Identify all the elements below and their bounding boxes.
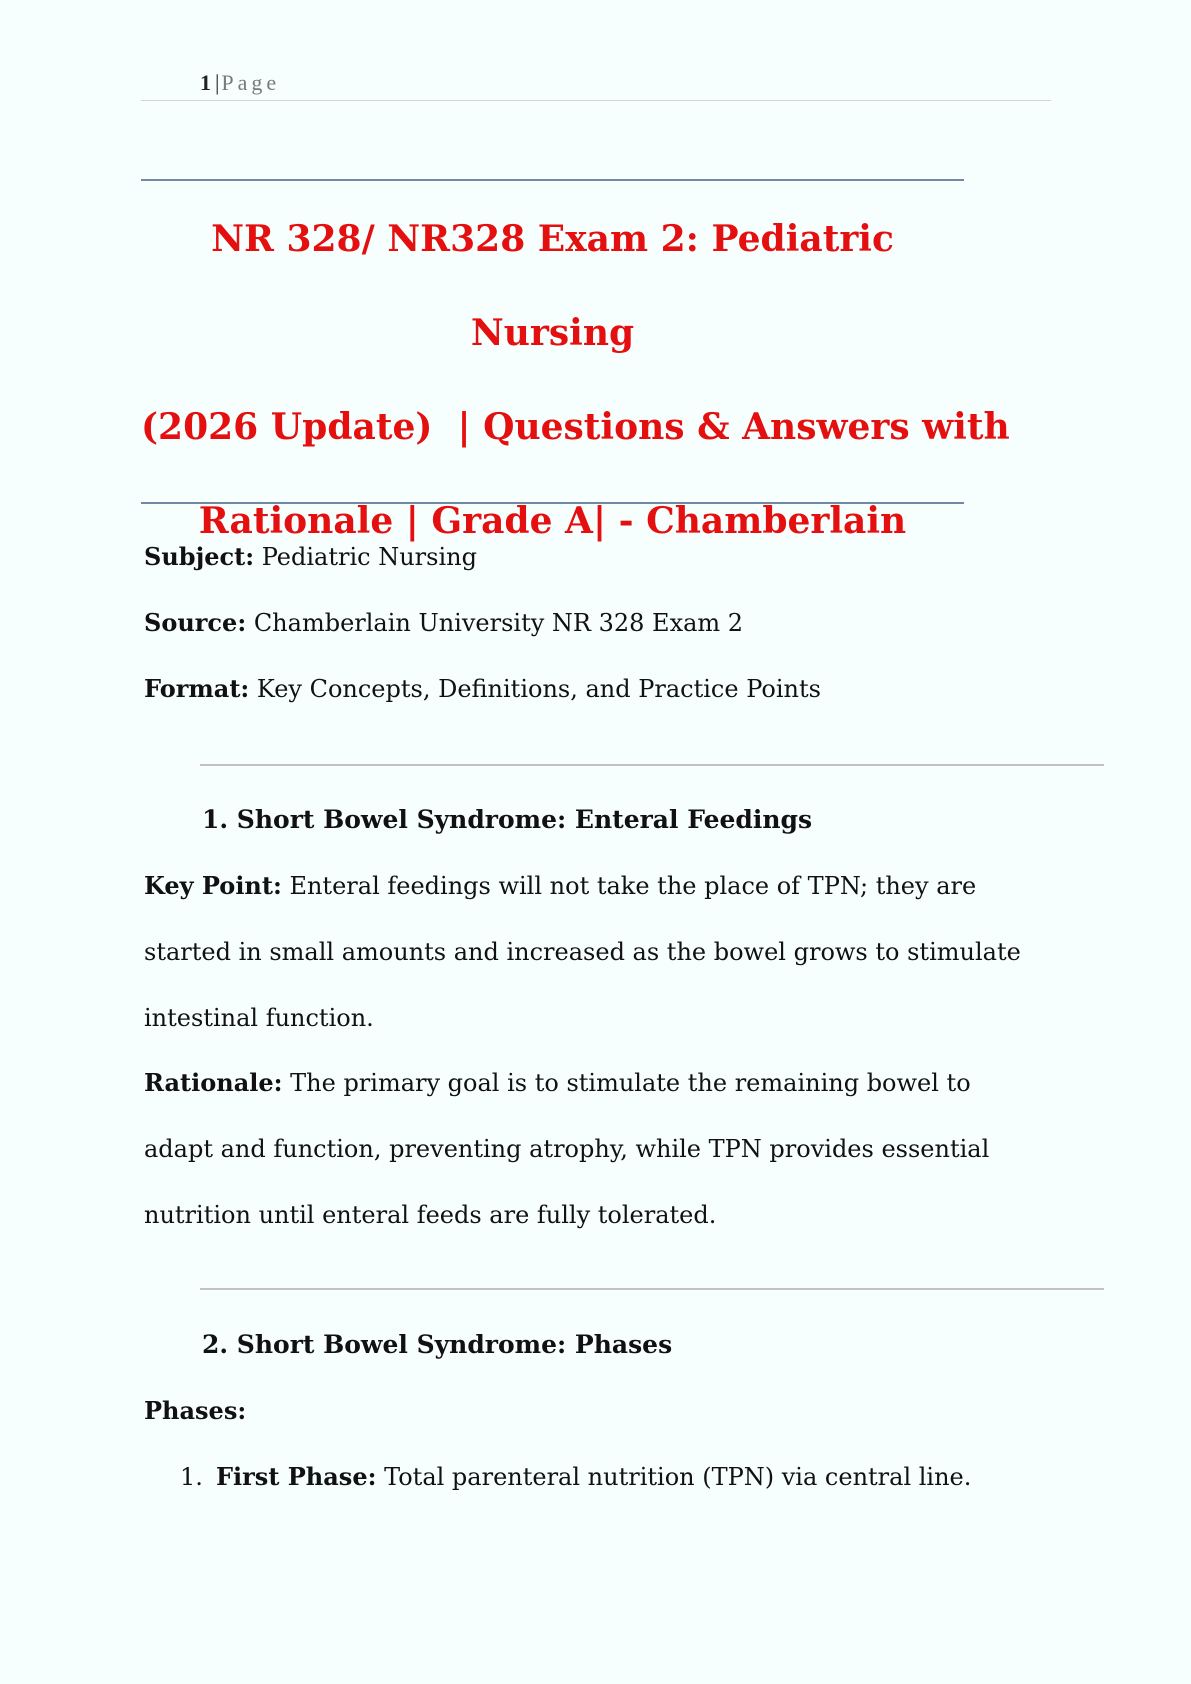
section-divider: [200, 1288, 1104, 1290]
format-value: Key Concepts, Definitions, and Practice Points: [249, 675, 821, 703]
list-item: [180, 1462, 971, 1492]
key-point-text: Enteral feedings will not take the place of TPN; they are started in small amounts and increased as the bowel grows to stimulate intestinal function.: [144, 872, 1021, 1032]
source-value: Chamberlain University NR 328 Exam 2: [246, 609, 744, 637]
rationale-paragraph: [144, 1050, 1044, 1248]
page-label: Page: [221, 70, 281, 95]
format-label: Format:: [144, 674, 250, 703]
title-line-3: Rationale | Grade A| - Chamberlain: [198, 500, 907, 542]
list-item-text: Total parenteral nutrition (TPN) via central line.: [376, 1463, 972, 1491]
section-heading-2: 2. Short Bowel Syndrome: Phases: [202, 1330, 673, 1359]
title-line-2: (2026 Update) | Questions & Answers with: [141, 406, 1010, 448]
page-separator: |: [215, 70, 220, 95]
phases-label: Phases:: [144, 1396, 247, 1425]
header-divider: [141, 100, 1051, 101]
title-line-1: NR 328/ NR328 Exam 2: Pediatric Nursing: [211, 218, 894, 354]
title-bottom-rule: [141, 502, 964, 504]
document-title: [141, 192, 1010, 568]
rationale-text: The primary goal is to stimulate the remaining bowel to adapt and function, preventing atrophy, while TPN provides essential nutrition until enteral feeds are fully tolerated.: [144, 1069, 990, 1229]
source-line: [144, 608, 743, 638]
list-item-label: First Phase:: [216, 1462, 377, 1491]
subject-line: [144, 542, 477, 572]
title-top-rule: [141, 179, 964, 181]
key-point-label: Key Point:: [144, 871, 282, 900]
subject-value: Pediatric Nursing: [254, 543, 477, 571]
page-header: [200, 70, 280, 96]
page-number: 1: [200, 70, 211, 95]
source-label: Source:: [144, 608, 247, 637]
subject-label: Subject:: [144, 542, 255, 571]
key-point-paragraph: [144, 853, 1044, 1051]
format-line: [144, 674, 821, 704]
section-divider: [200, 764, 1104, 766]
rationale-label: Rationale:: [144, 1068, 283, 1097]
list-item-number: 1.: [180, 1463, 203, 1491]
section-heading-1: 1. Short Bowel Syndrome: Enteral Feedings: [202, 805, 813, 834]
